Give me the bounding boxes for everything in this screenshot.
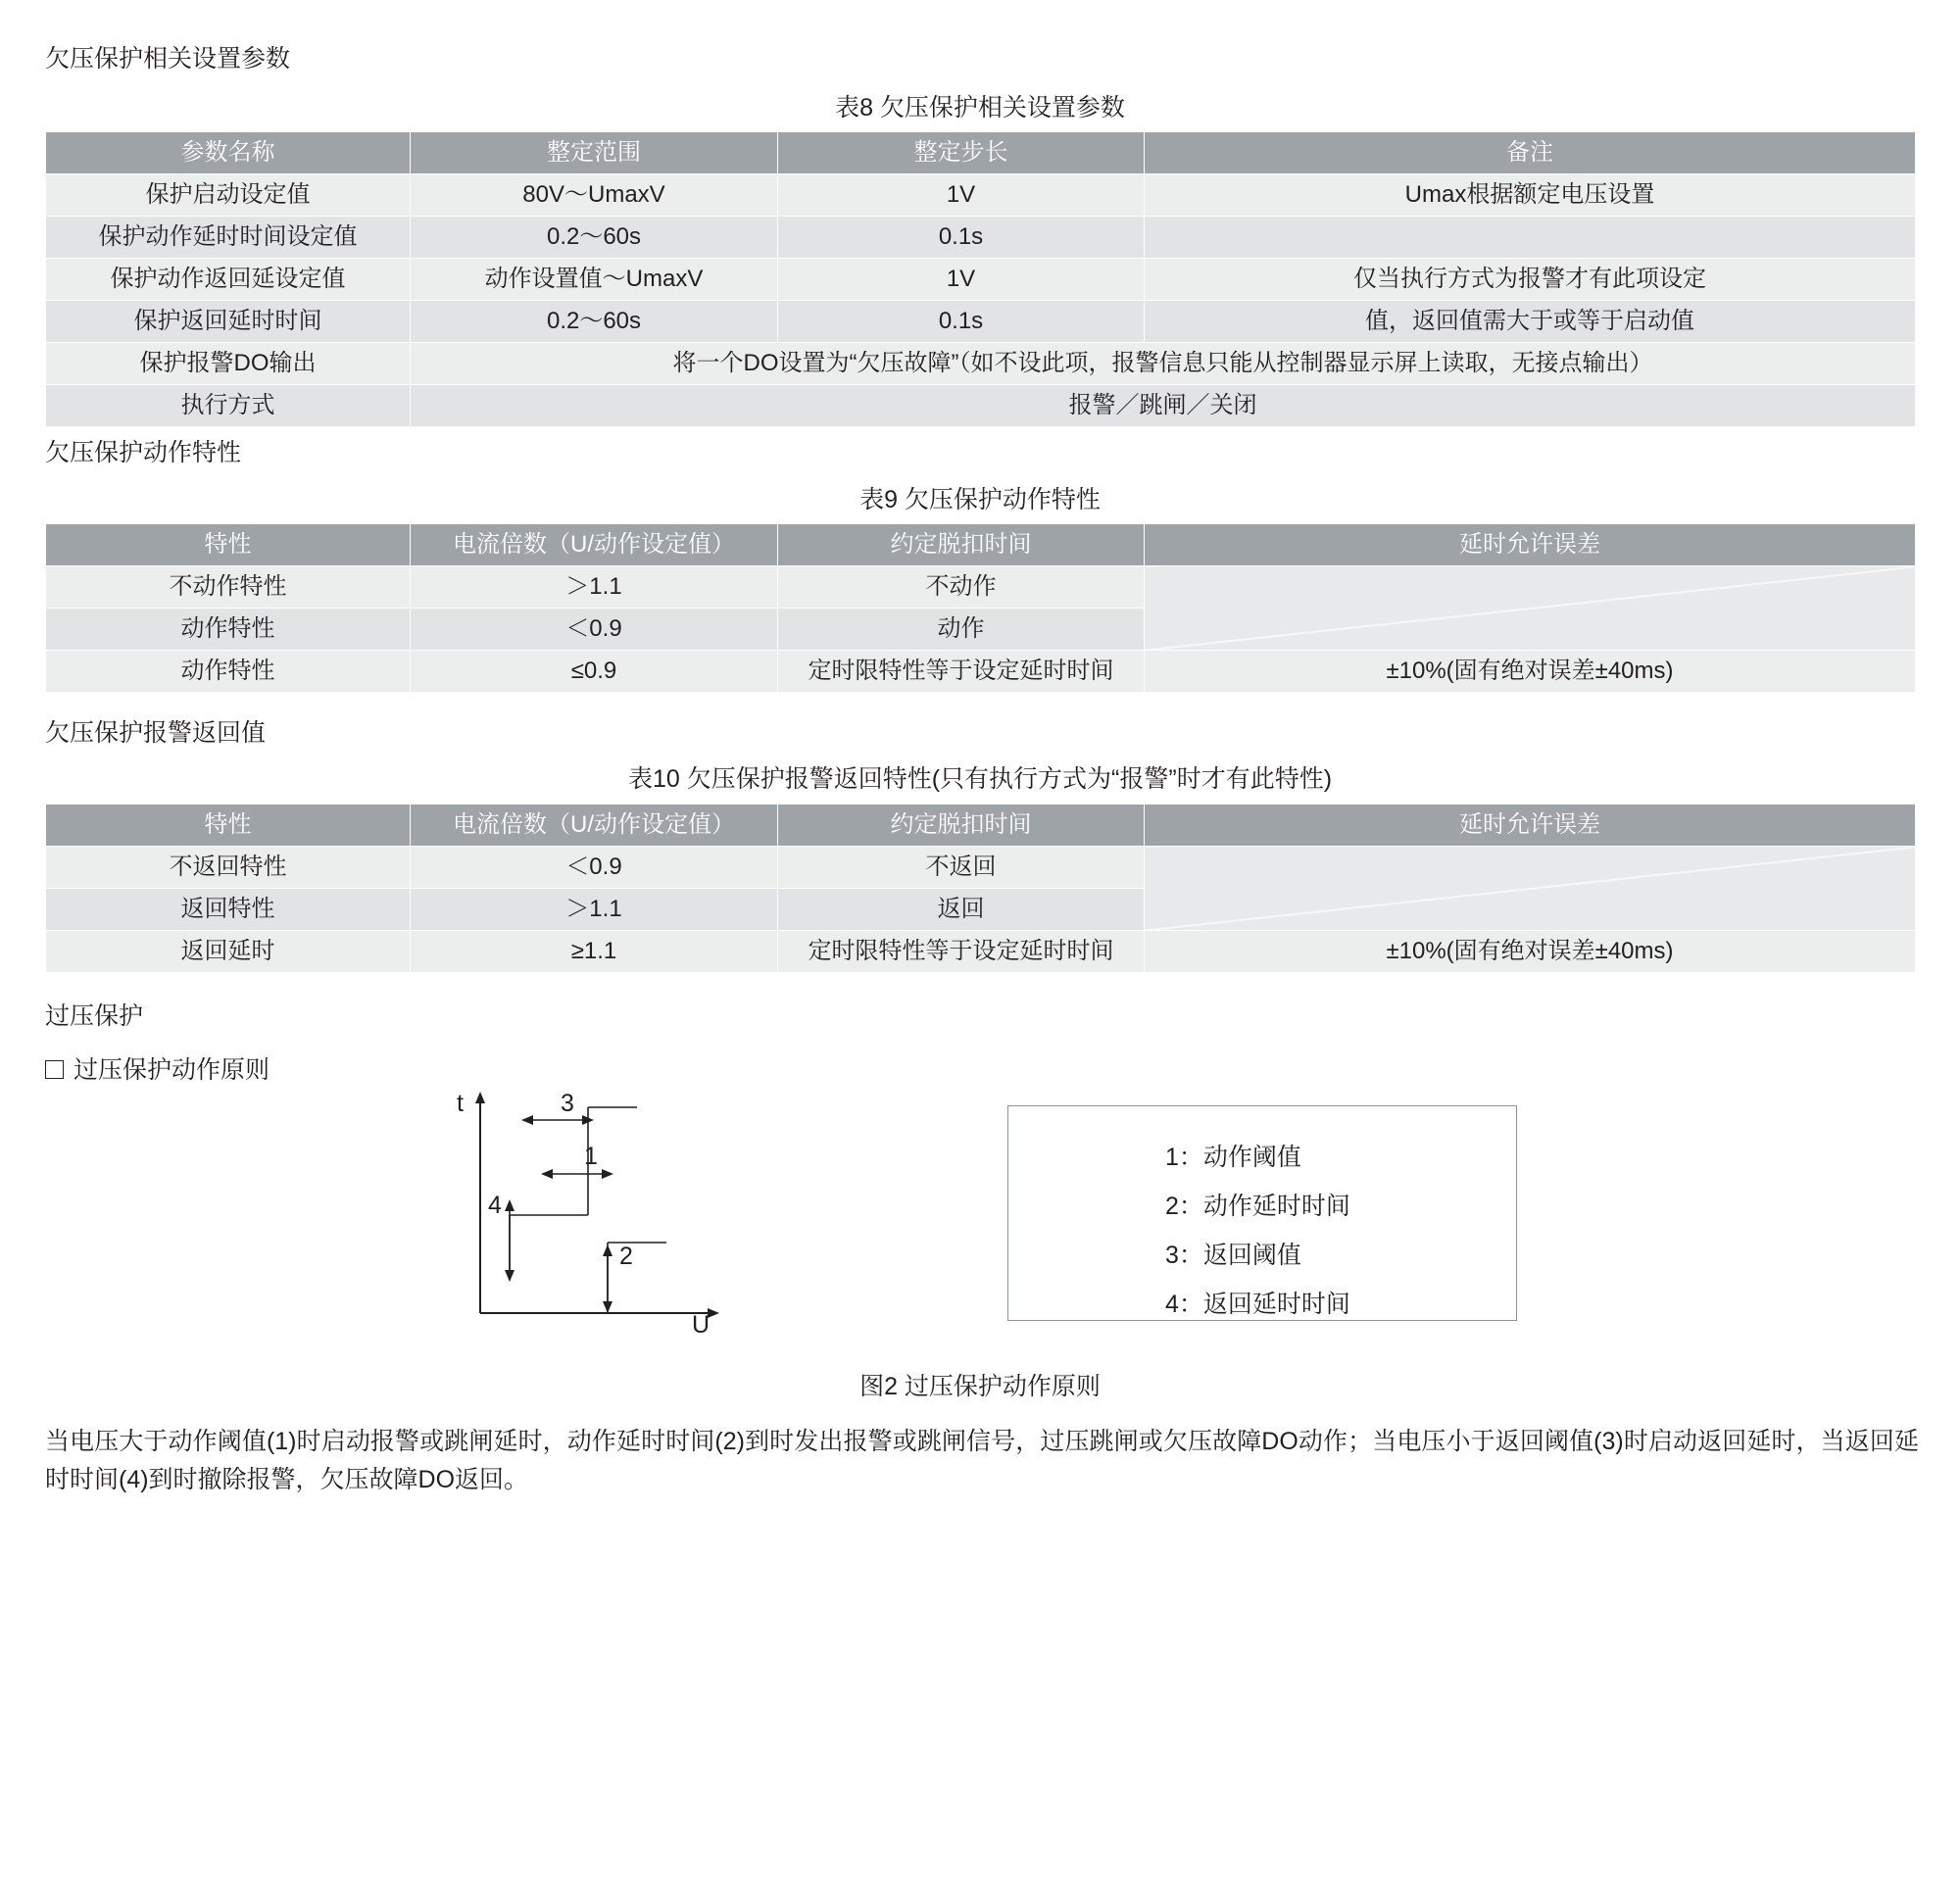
table8-cell: 80V～UmaxV (411, 174, 778, 217)
table8-cell: 值，返回值需大于或等于启动值 (1145, 301, 1916, 343)
table8-header-row (46, 132, 1916, 174)
table10-header-cell: 电流倍数（U/动作设定值） (411, 805, 778, 847)
table10-title: 表10 欠压保护报警返回特性(只有执行方式为“报警”时才有此特性) (627, 765, 1333, 793)
table-row (46, 174, 1916, 217)
table10-cell: 返回特性 (46, 889, 411, 931)
table-row (46, 301, 1916, 343)
table8-cell: 保护启动设定值 (46, 174, 411, 217)
table9-cell: 不动作特性 (46, 566, 411, 609)
table8-cell: 0.2～60s (411, 217, 778, 259)
table8-header-cell: 整定步长 (778, 132, 1145, 174)
subsection-heading-label: 过压保护动作原则 (74, 1056, 270, 1084)
table10-header-row (46, 805, 1916, 847)
legend-item: 2：动作延时时间 (1165, 1193, 1350, 1220)
table8-cell: 保护报警DO输出 (46, 343, 411, 385)
table8-cell: 1V (778, 174, 1145, 217)
table10 (45, 804, 1916, 973)
subsection-heading-overvoltage-principle (45, 1050, 270, 1086)
table9-cell: ＜0.9 (411, 609, 778, 651)
table-row (46, 847, 1916, 889)
figure2-diagram (451, 1088, 843, 1338)
table8-header-cell: 整定范围 (411, 132, 778, 174)
table-row (46, 566, 1916, 609)
legend-item: 1：动作阈值 (1165, 1144, 1301, 1171)
table9-wrapper (45, 523, 1916, 693)
section-heading-undervoltage-params: 欠压保护相关设置参数 (45, 45, 291, 73)
table8-cell: 仅当执行方式为报警才有此项设定 (1145, 259, 1916, 301)
table9-cell: 动作 (778, 609, 1145, 651)
legend-item: 3：返回阈值 (1165, 1242, 1301, 1269)
table8-cell: 动作设置值～UmaxV (411, 259, 778, 301)
table9-cell: ≤0.9 (411, 651, 778, 693)
table9-cell: ＞1.1 (411, 566, 778, 609)
table10-header-cell: 延时允许误差 (1145, 805, 1916, 847)
table-row (46, 217, 1916, 259)
table10-cell: 定时限特性等于设定延时时间 (778, 931, 1145, 973)
table-row (46, 259, 1916, 301)
table10-cell: 不返回特性 (46, 847, 411, 889)
table-row (46, 385, 1916, 427)
table9-header-row (46, 524, 1916, 566)
table8-cell: 0.2～60s (411, 301, 778, 343)
table8-cell: 0.1s (778, 301, 1145, 343)
figure-marker-2: 2 (619, 1243, 633, 1270)
table10-cell: 返回 (778, 889, 1145, 931)
table8-cell: 0.1s (778, 217, 1145, 259)
figure2-caption: 图2 过压保护动作原则 (859, 1373, 1101, 1400)
table9 (45, 523, 1916, 693)
table8-header-cell: 参数名称 (46, 132, 411, 174)
table10-header-cell: 约定脱扣时间 (778, 805, 1145, 847)
table10-cell: 不返回 (778, 847, 1145, 889)
table9-cell: 动作特性 (46, 609, 411, 651)
section-heading-overvoltage: 过压保护 (45, 1002, 144, 1030)
figure-marker-4: 4 (488, 1192, 502, 1219)
table10-cell: 返回延时 (46, 931, 411, 973)
table8-cell: 保护动作延时时间设定值 (46, 217, 411, 259)
table9-header-cell: 延时允许误差 (1145, 524, 1916, 566)
table10-header-cell: 特性 (46, 805, 411, 847)
table9-cell: 动作特性 (46, 651, 411, 693)
table9-title: 表9 欠压保护动作特性 (859, 486, 1101, 513)
table9-cell: 不动作 (778, 566, 1145, 609)
table10-cell: ＞1.1 (411, 889, 778, 931)
table9-blank-cell (1145, 566, 1916, 651)
table9-cell: 定时限特性等于设定延时时间 (778, 651, 1145, 693)
figure2-legend-box (1007, 1105, 1517, 1321)
table8-cell: 报警／跳闸／关闭 (411, 385, 1916, 427)
section-heading-undervoltage-alarm-return: 欠压保护报警返回值 (45, 719, 267, 747)
table10-blank-cell (1145, 847, 1916, 931)
table9-header-cell: 特性 (46, 524, 411, 566)
table8-cell: 1V (778, 259, 1145, 301)
table8-header-cell: 备注 (1145, 132, 1916, 174)
table8-cell: 执行方式 (46, 385, 411, 427)
table8-title: 表8 欠压保护相关设置参数 (835, 94, 1125, 122)
x-axis-label: U (692, 1311, 710, 1333)
table-row (46, 931, 1916, 973)
table8 (45, 131, 1916, 427)
table8-cell: Umax根据额定电压设置 (1145, 174, 1916, 217)
table8-cell: 保护返回延时时间 (46, 301, 411, 343)
legend-item: 4：返回延时时间 (1165, 1291, 1350, 1318)
table9-header-cell: 电流倍数（U/动作设定值） (411, 524, 778, 566)
square-bullet-icon (45, 1060, 64, 1079)
section-heading-undervoltage-characteristics: 欠压保护动作特性 (45, 439, 242, 466)
table-row (46, 651, 1916, 693)
table-row (46, 343, 1916, 385)
table10-cell: ±10%(固有绝对误差±40ms) (1145, 931, 1916, 973)
table8-wrapper (45, 131, 1916, 427)
table10-cell: ≥1.1 (411, 931, 778, 973)
figure-marker-1: 1 (584, 1143, 598, 1170)
table9-header-cell: 约定脱扣时间 (778, 524, 1145, 566)
table8-cell: 将一个DO设置为“欠压故障”（如不设此项，报警信息只能从控制器显示屏上读取，无接点输出） (411, 343, 1916, 385)
y-axis-label: t (457, 1090, 464, 1117)
footer-paragraph: 当电压大于动作阈值(1)时启动报警或跳闸延时，动作延时时间(2)到时发出报警或跳闸信号，过压跳闸或欠压故障DO动作；当电压小于返回阈值(3)时启动返回延时，当返回延时时间(4)到时撤除报警，欠压故障DO返回。 (45, 1428, 1919, 1493)
table10-cell: ＜0.9 (411, 847, 778, 889)
table10-wrapper (45, 804, 1916, 973)
table8-cell (1145, 217, 1916, 259)
table9-cell: ±10%(固有绝对误差±40ms) (1145, 651, 1916, 693)
figure-marker-3: 3 (561, 1090, 574, 1117)
table8-cell: 保护动作返回延设定值 (46, 259, 411, 301)
